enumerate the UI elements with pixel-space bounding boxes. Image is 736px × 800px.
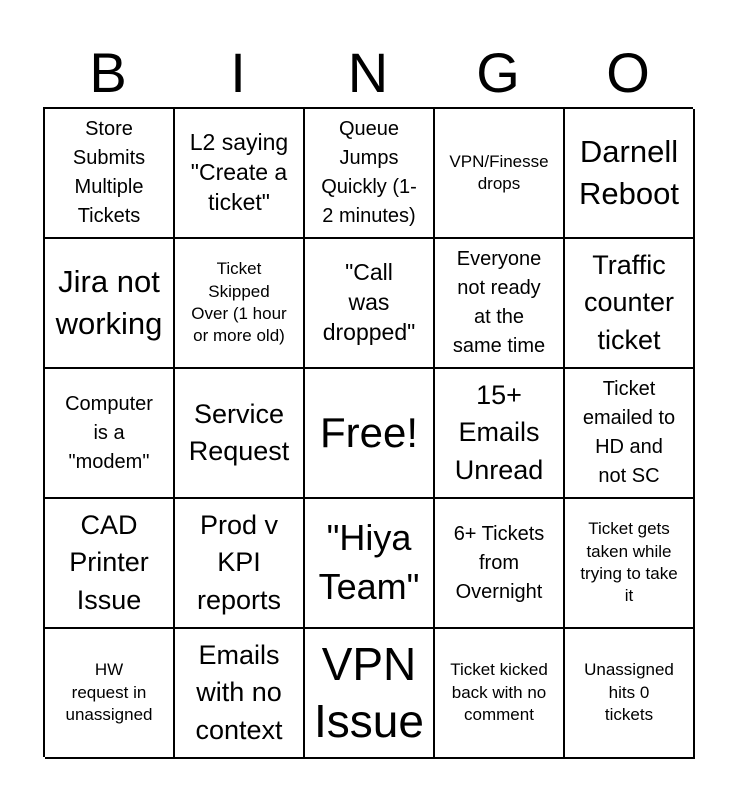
bingo-cell-text: L2 saying "Create a ticket" xyxy=(189,129,289,215)
bingo-cell[interactable] xyxy=(175,629,305,759)
bingo-cell[interactable] xyxy=(45,239,175,369)
bingo-cell[interactable] xyxy=(305,629,435,759)
bingo-cell[interactable] xyxy=(45,369,175,499)
bingo-cell[interactable] xyxy=(435,629,565,759)
bingo-card-grid xyxy=(43,107,693,757)
bingo-cell-text: Prod v KPI reports xyxy=(196,510,282,615)
bingo-cell-text: Ticket emailed to HD and not SC xyxy=(582,378,676,487)
bingo-cell[interactable] xyxy=(175,109,305,239)
bingo-cell-text: HW request in unassigned xyxy=(65,660,153,725)
bingo-cell[interactable] xyxy=(45,629,175,759)
bingo-cell-text: Queue Jumps Quickly (1- 2 minutes) xyxy=(321,118,417,227)
bingo-cell[interactable] xyxy=(565,239,695,369)
header-letter-g: G xyxy=(476,41,520,104)
bingo-cell-text: Ticket kicked back with no comment xyxy=(450,660,548,725)
bingo-cell-text: Free! xyxy=(319,408,419,456)
bingo-cell[interactable] xyxy=(435,369,565,499)
bingo-cell-text: Store Submits Multiple Tickets xyxy=(72,118,146,227)
bingo-cell-text: Everyone not ready at the same time xyxy=(452,248,546,357)
bingo-cell[interactable] xyxy=(435,239,565,369)
bingo-cell-text: Ticket gets taken while trying to take it xyxy=(580,519,678,606)
bingo-cell-text: Emails with no context xyxy=(195,640,283,745)
bingo-cell-text: 15+ Emails Unread xyxy=(454,380,544,485)
bingo-cell[interactable] xyxy=(305,499,435,629)
bingo-cell-text: "Hiya Team" xyxy=(318,517,420,607)
bingo-cell-text: Traffic counter ticket xyxy=(583,250,675,355)
bingo-cell-text: 6+ Tickets from Overnight xyxy=(453,522,545,603)
bingo-cell-text: VPN/Finesse drops xyxy=(449,151,549,193)
bingo-cell[interactable] xyxy=(565,629,695,759)
bingo-cell[interactable] xyxy=(565,369,695,499)
bingo-cell-text: Computer is a "modem" xyxy=(65,392,153,473)
bingo-cell-text: VPN Issue xyxy=(314,637,424,747)
bingo-cell[interactable] xyxy=(175,369,305,499)
free-space-cell[interactable] xyxy=(305,369,435,499)
bingo-cell[interactable] xyxy=(45,499,175,629)
bingo-cell[interactable] xyxy=(565,109,695,239)
header-letter-i: I xyxy=(230,41,246,104)
bingo-cell[interactable] xyxy=(565,499,695,629)
bingo-cell-text: "Call was dropped" xyxy=(322,259,416,345)
bingo-cell[interactable] xyxy=(175,239,305,369)
bingo-cell[interactable] xyxy=(45,109,175,239)
bingo-cell-text: Darnell Reboot xyxy=(579,134,679,211)
header-letter-b: B xyxy=(89,41,127,104)
bingo-cell[interactable] xyxy=(175,499,305,629)
bingo-cell[interactable] xyxy=(435,499,565,629)
bingo-cell[interactable] xyxy=(305,239,435,369)
header-letter-n: N xyxy=(347,41,389,104)
bingo-cell-text: Service Request xyxy=(188,398,290,466)
bingo-cell[interactable] xyxy=(305,109,435,239)
bingo-header xyxy=(43,40,693,106)
header-letter-o: O xyxy=(606,41,650,104)
bingo-cell[interactable] xyxy=(435,109,565,239)
bingo-cell-text: Ticket Skipped Over (1 hour or more old) xyxy=(191,259,287,346)
bingo-cell-text: Unassigned hits 0 tickets xyxy=(584,660,674,725)
bingo-cell-text: CAD Printer Issue xyxy=(69,510,149,615)
bingo-cell-text: Jira not working xyxy=(55,264,163,341)
